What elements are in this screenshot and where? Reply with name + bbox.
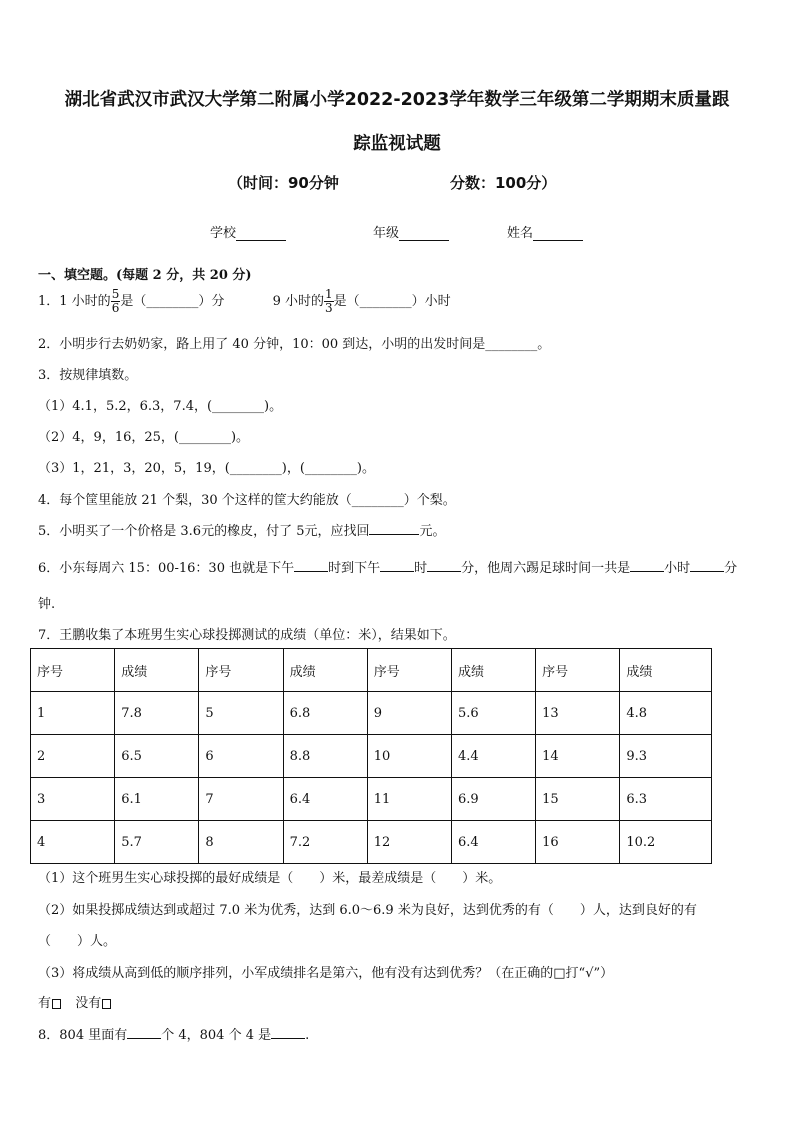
q1b-blank[interactable]: 是（________）小时 xyxy=(333,294,451,309)
table-header: 成绩 xyxy=(115,649,199,692)
table-cell: 5 xyxy=(199,692,283,735)
question-3-part-2[interactable]: （2）4，9，16，25，(________)。 xyxy=(38,430,250,445)
table-cell: 9 xyxy=(367,692,451,735)
table-cell: 7.8 xyxy=(115,692,199,735)
question-7-options xyxy=(38,992,111,1011)
school-field[interactable] xyxy=(210,222,286,241)
table-cell: 6.3 xyxy=(620,778,712,821)
table-cell: 6.9 xyxy=(451,778,535,821)
option-yes-label: 有 xyxy=(38,996,52,1011)
question-6: 6．小东每周六 15：00-16：30 也就是下午 时到下午 时 分，他周六踢足球时间一共是 小时 分 xyxy=(38,561,738,576)
grade-label: 年级 xyxy=(373,226,400,241)
school-label: 学校 xyxy=(210,226,237,241)
time-limit: （时间：90分钟 xyxy=(228,174,339,192)
table-cell: 7 xyxy=(199,778,283,821)
table-cell: 4.4 xyxy=(451,735,535,778)
exam-title-line1: 湖北省武汉市武汉大学第二附属小学2022-2023学年数学三年级第二学期期末质量跟 xyxy=(64,90,730,110)
question-3: 3．按规律填数。 xyxy=(38,368,138,383)
table-row xyxy=(31,735,712,778)
table-header: 成绩 xyxy=(620,649,712,692)
table-cell: 4.8 xyxy=(620,692,712,735)
table-cell: 6.5 xyxy=(115,735,199,778)
table-cell: 5.7 xyxy=(115,821,199,864)
table-header: 序号 xyxy=(367,649,451,692)
grade-field[interactable] xyxy=(373,222,449,241)
q6-blank-2[interactable] xyxy=(380,559,414,572)
question-3-part-3[interactable]: （3）1，21，3，20，5，19，(________)，(________)。 xyxy=(38,461,375,476)
table-cell: 6.8 xyxy=(283,692,367,735)
fraction-1-3: $\frac{1}{3}$ xyxy=(325,287,333,315)
table-cell: 5.6 xyxy=(451,692,535,735)
q1a-blank[interactable]: 是（________）分 xyxy=(120,294,225,309)
question-3-part-1[interactable]: （1）4.1，5.2，6.3，7.4，(________)。 xyxy=(38,399,283,414)
table-cell: 6.4 xyxy=(283,778,367,821)
table-cell: 10 xyxy=(367,735,451,778)
question-7-sub-3: （3）将成绩从高到低的顺序排列，小军成绩排名是第六，他有没有达到优秀？（在正确的□打“√”） xyxy=(38,966,614,981)
question-7-sub-1[interactable]: （1）这个班男生实心球投掷的最好成绩是（ ）米，最差成绩是（ ）米。 xyxy=(38,871,502,886)
fraction-5-6: $\frac{5}{6}$ xyxy=(111,287,120,315)
q5-blank[interactable] xyxy=(369,522,419,535)
scores-table xyxy=(30,648,712,864)
question-4[interactable]: 4．每个筐里能放 21 个梨，30 个这样的筐大约能放（________）个梨。 xyxy=(38,493,456,508)
question-1 xyxy=(38,288,451,315)
table-cell: 12 xyxy=(367,821,451,864)
table-cell: 8.8 xyxy=(283,735,367,778)
table-cell: 6 xyxy=(199,735,283,778)
q1b-text: 9 小时的 xyxy=(272,294,325,309)
question-7-sub-2[interactable]: （2）如果投掷成绩达到或超过 7.0 米为优秀，达到 6.0～6.9 米为良好，达到优秀的有（ ）人，达到良好的有 xyxy=(38,903,697,918)
q1a-text: 1．1 小时的 xyxy=(38,294,111,309)
section1-heading: 一、填空题。(每题 2 分，共 20 分) xyxy=(38,268,252,283)
question-2[interactable]: 2．小明步行去奶奶家，路上用了 40 分钟，10：00 到达，小明的出发时间是________。 xyxy=(38,337,551,352)
table-header: 成绩 xyxy=(451,649,535,692)
q8-blank-2[interactable] xyxy=(271,1026,305,1039)
table-cell: 4 xyxy=(31,821,115,864)
question-7-sub-2-cont[interactable]: （ ）人。 xyxy=(38,934,117,949)
option-no-checkbox[interactable] xyxy=(102,999,111,1009)
table-cell: 9.3 xyxy=(620,735,712,778)
table-cell: 8 xyxy=(199,821,283,864)
name-field[interactable] xyxy=(507,222,583,241)
table-row xyxy=(31,692,712,735)
table-row xyxy=(31,778,712,821)
table-cell: 1 xyxy=(31,692,115,735)
question-7: 7．王鹏收集了本班男生实心球投掷测试的成绩（单位：米），结果如下。 xyxy=(38,628,456,643)
option-yes-checkbox[interactable] xyxy=(52,999,61,1009)
q6-blank-3[interactable] xyxy=(427,559,461,572)
table-header: 成绩 xyxy=(283,649,367,692)
exam-title-line2: 踪监视试题 xyxy=(353,134,441,154)
question-5: 5．小明买了一个价格是 3.6元的橡皮，付了 5元，应找回 元。 xyxy=(38,524,446,539)
table-header: 序号 xyxy=(536,649,620,692)
table-cell: 6.4 xyxy=(451,821,535,864)
option-no-label: 没有 xyxy=(75,996,102,1011)
table-header-row xyxy=(31,649,712,692)
name-label: 姓名 xyxy=(507,226,534,241)
table-cell: 3 xyxy=(31,778,115,821)
table-cell: 2 xyxy=(31,735,115,778)
q8-blank-1[interactable] xyxy=(127,1026,161,1039)
table-cell: 13 xyxy=(536,692,620,735)
table-cell: 10.2 xyxy=(620,821,712,864)
table-header: 序号 xyxy=(199,649,283,692)
table-cell: 15 xyxy=(536,778,620,821)
table-header: 序号 xyxy=(31,649,115,692)
q6-blank-5[interactable] xyxy=(690,559,724,572)
q6-blank-1[interactable] xyxy=(294,559,328,572)
table-cell: 11 xyxy=(367,778,451,821)
question-6-cont: 钟. xyxy=(38,597,56,612)
table-cell: 16 xyxy=(536,821,620,864)
table-cell: 14 xyxy=(536,735,620,778)
table-cell: 7.2 xyxy=(283,821,367,864)
table-cell: 6.1 xyxy=(115,778,199,821)
table-row xyxy=(31,821,712,864)
total-score: 分数：100分） xyxy=(450,174,557,192)
q6-blank-4[interactable] xyxy=(630,559,664,572)
question-8: 8．804 里面有 个 4，804 个 4 是 . xyxy=(38,1028,310,1043)
